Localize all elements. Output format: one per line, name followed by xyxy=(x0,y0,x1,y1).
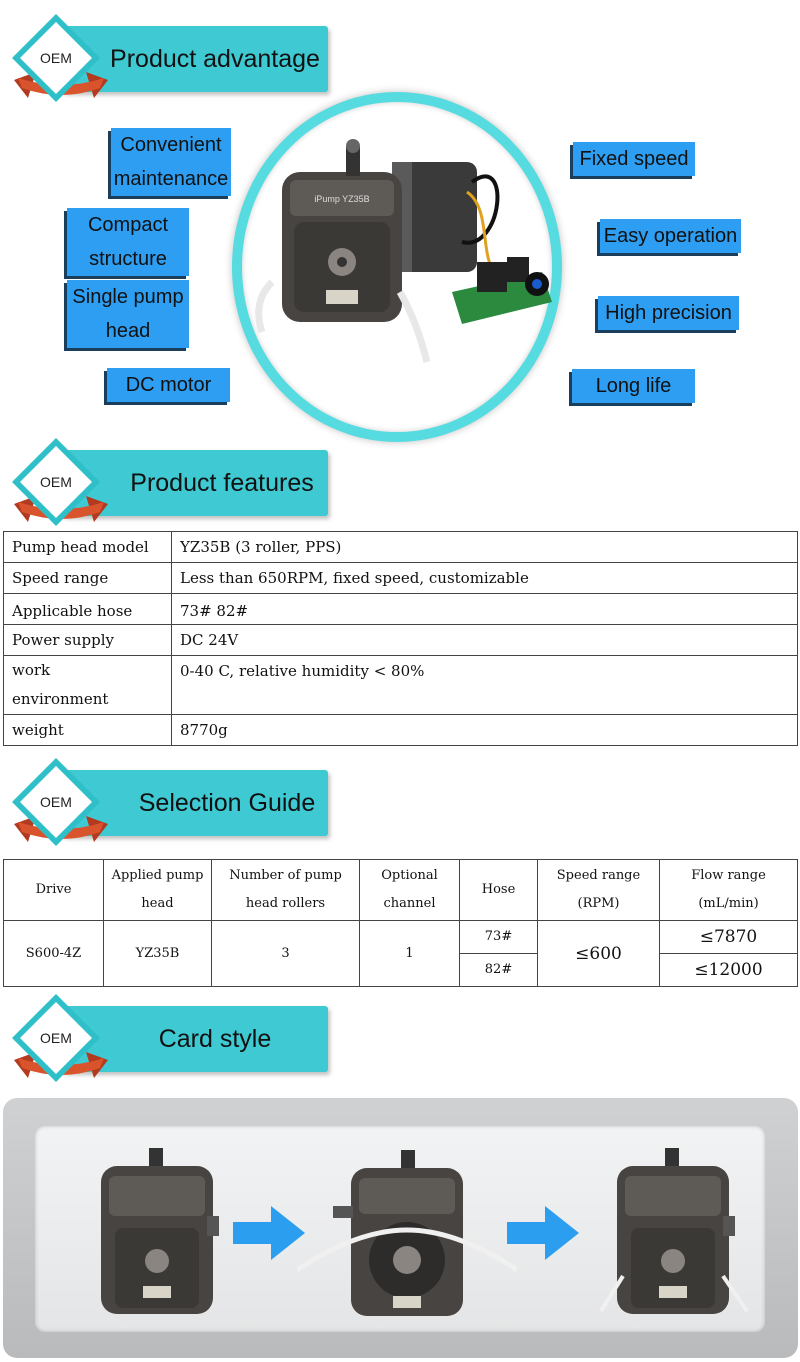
table-row xyxy=(4,715,798,746)
section-title: Product advantage xyxy=(110,44,320,73)
oem-badge-text: OEM xyxy=(40,794,72,810)
feature-value: 8770g xyxy=(172,715,798,746)
column-header: Hose xyxy=(460,860,538,921)
oem-badge-text: OEM xyxy=(40,1030,72,1046)
cell-hose: 73# xyxy=(460,921,538,954)
cell-flow: ≤7870 xyxy=(660,921,798,954)
column-header: Speed range (RPM) xyxy=(538,860,660,921)
table-row xyxy=(4,563,798,594)
feature-label: Pump head model xyxy=(4,532,172,563)
feature-value: DC 24V xyxy=(172,625,798,656)
column-header: Number of pump head rollers xyxy=(212,860,360,921)
cell-drive: S600-4Z xyxy=(4,921,104,987)
oem-badge-icon xyxy=(6,432,116,534)
cell-rollers: 3 xyxy=(212,921,360,987)
advantage-label: Easy operation xyxy=(600,219,741,253)
product-image-frame xyxy=(232,92,562,442)
advantage-label: DC motor xyxy=(107,368,230,402)
card-style-inner xyxy=(35,1126,765,1332)
cell-channel: 1 xyxy=(360,921,460,987)
table-row xyxy=(4,594,798,625)
oem-badge-text: OEM xyxy=(40,474,72,490)
advantage-label: Long life xyxy=(572,369,695,403)
table-row xyxy=(4,921,798,954)
oem-badge-icon xyxy=(6,752,116,854)
advantage-label: High precision xyxy=(598,296,739,330)
pump-closed-image xyxy=(93,1146,223,1316)
table-header-row xyxy=(4,860,798,921)
advantage-label: Fixed speed xyxy=(573,142,695,176)
feature-value: 73# 82# xyxy=(172,594,798,625)
table-row xyxy=(4,532,798,563)
table-row xyxy=(4,625,798,656)
feature-label xyxy=(4,656,172,715)
feature-label: weight xyxy=(4,715,172,746)
column-header: Drive xyxy=(4,860,104,921)
pump-with-hose-image xyxy=(595,1146,755,1316)
section-header-features xyxy=(0,428,340,538)
section-header-card xyxy=(0,984,340,1094)
feature-value: YZ35B (3 roller, PPS) xyxy=(172,532,798,563)
advantage-label: Convenient maintenance xyxy=(111,128,231,196)
cell-hose: 82# xyxy=(460,954,538,987)
arrow-right-icon xyxy=(507,1206,579,1260)
pump-brand-text: iPump YZ35B xyxy=(314,194,370,204)
section-header-guide xyxy=(0,748,340,858)
column-header: Optional channel xyxy=(360,860,460,921)
advantage-label: Single pump head xyxy=(67,280,189,348)
features-table xyxy=(3,531,798,746)
feature-label: Power supply xyxy=(4,625,172,656)
card-style-panel xyxy=(3,1098,798,1358)
feature-value: 0-40 C, relative humidity < 80% xyxy=(172,656,798,715)
cell-pump-head: YZ35B xyxy=(104,921,212,987)
table-row xyxy=(4,656,798,715)
feature-label: Speed range xyxy=(4,563,172,594)
pump-open-image xyxy=(297,1150,517,1320)
feature-label-text: work environment xyxy=(12,661,109,708)
column-header: Applied pump head xyxy=(104,860,212,921)
cell-flow: ≤12000 xyxy=(660,954,798,987)
oem-badge-text: OEM xyxy=(40,50,72,66)
section-title: Card style xyxy=(158,1024,272,1053)
arrow-right-icon xyxy=(233,1206,305,1260)
feature-value: Less than 650RPM, fixed speed, customizable xyxy=(172,563,798,594)
selection-guide-table xyxy=(3,859,798,987)
feature-label: Applicable hose xyxy=(4,594,172,625)
section-header-advantage xyxy=(0,4,340,114)
pump-product-image xyxy=(242,102,552,432)
section-title: Selection Guide xyxy=(138,788,316,817)
column-header: Flow range (mL/min) xyxy=(660,860,798,921)
advantage-label: Compact structure xyxy=(67,208,189,276)
section-title: Product features xyxy=(130,468,314,497)
cell-speed: ≤600 xyxy=(538,921,660,987)
